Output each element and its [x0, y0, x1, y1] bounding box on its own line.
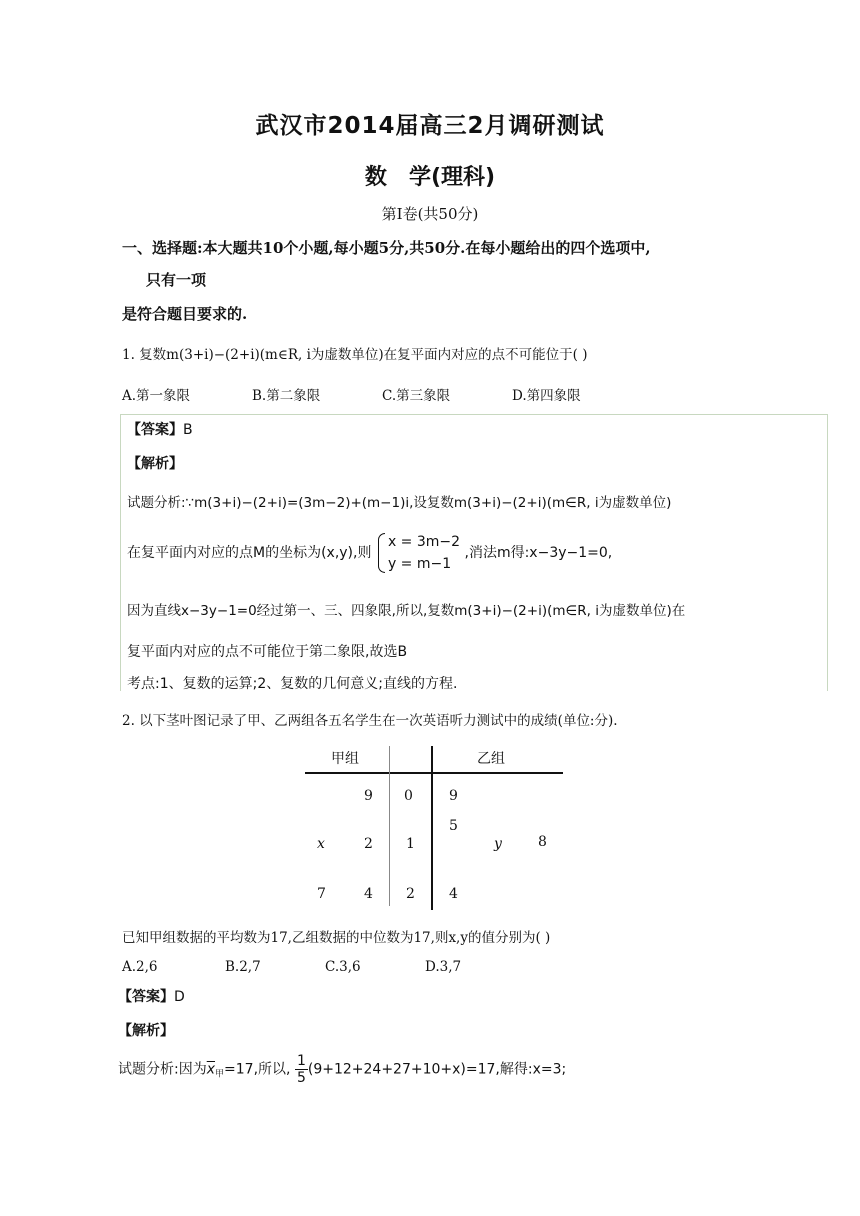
- stem-leaf-r1-left: 9: [364, 788, 373, 804]
- q1-option-d: D.第四象限: [512, 388, 581, 404]
- q1-answer-label: 【答案】: [127, 422, 183, 438]
- q1-option-c: C.第三象限: [382, 388, 451, 404]
- stem-leaf-left-rule: [389, 746, 390, 906]
- q2-analysis-pre: 试题分析:因为: [118, 1061, 207, 1078]
- q2-analysis-label: 【解析】: [118, 1023, 174, 1039]
- stem-leaf-right-rule: [431, 746, 433, 910]
- subject-title-part-b: 学(理科): [408, 165, 496, 190]
- stem-leaf-head-right: 乙组: [477, 751, 505, 767]
- q1-analysis-line3: 因为直线x−3y−1=0经过第一、三、四象限,所以,复数m(3+i)−(2+i)(m∈R, i为虚数单位)在: [127, 603, 686, 619]
- section-instruction-line2: 只有一项: [146, 271, 207, 289]
- stem-leaf-r1-stem: 0: [404, 788, 413, 804]
- volume-heading: 第Ⅰ卷(共50分): [381, 205, 479, 223]
- q2-answer-line: [118, 986, 185, 1006]
- stem-leaf-r2-stem: 1: [406, 836, 415, 852]
- q2-mean-subscript: 甲: [215, 1069, 225, 1080]
- q1-equation-system: [376, 531, 460, 575]
- q1-equation-2: y = m−1: [387, 556, 452, 572]
- q2-stem: 2. 以下茎叶图记录了甲、乙两组各五名学生在一次英语听力测试中的成绩(单位:分).: [122, 713, 618, 729]
- stem-leaf-r2-right-b: y: [494, 836, 502, 852]
- subject-title-part-a: 数: [364, 165, 387, 190]
- q1-option-a: A.第一象限: [122, 388, 191, 404]
- q2-analysis-expr: (9+12+24+27+10+x)=17,解得:x=3;: [307, 1061, 567, 1078]
- q2-options: [122, 959, 461, 975]
- q1-answer-box: [120, 414, 828, 691]
- stem-leaf-header-rule: [305, 772, 563, 774]
- q2-question: 已知甲组数据的平均数为17,乙组数据的中位数为17,则x,y的值分别为( ): [122, 930, 551, 946]
- q2-option-a: A.2,6: [122, 959, 158, 975]
- stem-leaf-r2-right-c: 8: [538, 834, 547, 850]
- stem-leaf-plot: [305, 740, 565, 910]
- q2-analysis-eq: =17,所以,: [224, 1061, 291, 1078]
- q2-mean-symbol: $\overline{x}$: [206, 1061, 216, 1078]
- q1-options: [122, 384, 581, 404]
- q1-stem: 1. 复数m(3+i)−(2+i)(m∈R, i为虚数单位)在复平面内对应的点不可能位于( ): [122, 347, 588, 363]
- q2-option-d: D.3,7: [425, 959, 462, 975]
- q1-analysis-line1: 试题分析:∵m(3+i)−(2+i)=(3m−2)+(m−1)i,设复数m(3+i)−(2+i)(m∈R, i为虚数单位): [127, 495, 672, 511]
- stem-leaf-r2-left-b: 2: [364, 836, 373, 852]
- q1-analysis-line4: 复平面内对应的点不可能位于第二象限,故选B: [127, 644, 408, 660]
- q2-fraction-denominator: 5: [296, 1070, 306, 1086]
- q1-answer-value: B: [183, 422, 193, 438]
- stem-leaf-r3-stem: 2: [406, 886, 415, 902]
- stem-leaf-r3-right: 4: [449, 886, 458, 902]
- stem-leaf-r3-left-b: 4: [364, 886, 373, 902]
- q1-analysis-line5: 考点:1、复数的运算;2、复数的几何意义;直线的方程.: [127, 676, 458, 692]
- q1-analysis-line2-pre: 在复平面内对应的点M的坐标为(x,y),则: [127, 545, 372, 561]
- stem-leaf-r3-left-a: 7: [317, 886, 326, 902]
- stem-leaf-r2-left-a: x: [317, 836, 325, 852]
- q2-option-c: C.3,6: [325, 959, 361, 975]
- q1-analysis-line2: [127, 531, 612, 575]
- q2-fraction: [295, 1053, 308, 1086]
- q1-equation-1: x = 3m−2: [387, 534, 461, 550]
- q1-option-b: B.第二象限: [252, 388, 321, 404]
- stem-leaf-head-left: 甲组: [331, 751, 359, 767]
- section-instruction-line3: 是符合题目要求的.: [122, 305, 248, 323]
- q1-analysis-label: 【解析】: [127, 456, 183, 472]
- stem-leaf-r2-right-a: 5: [449, 818, 458, 834]
- q2-answer-label: 【答案】: [118, 989, 174, 1005]
- q1-answer-line: [127, 419, 193, 439]
- stem-leaf-r1-right: 9: [449, 788, 458, 804]
- q2-fraction-numerator: 1: [296, 1053, 306, 1069]
- exam-title: 武汉市2014届高三2月调研测试: [255, 113, 605, 139]
- q1-analysis-line2-post: ,消法m得:x−3y−1=0,: [464, 545, 613, 561]
- q2-analysis-line1: [118, 1053, 566, 1086]
- section-instruction-line1: 一、选择题:本大题共10个小题,每小题5分,共50分.在每小题给出的四个选项中,: [122, 239, 651, 257]
- q2-option-b: B.2,7: [225, 959, 261, 975]
- subject-title: [0, 160, 860, 191]
- q2-answer-value: D: [174, 989, 185, 1005]
